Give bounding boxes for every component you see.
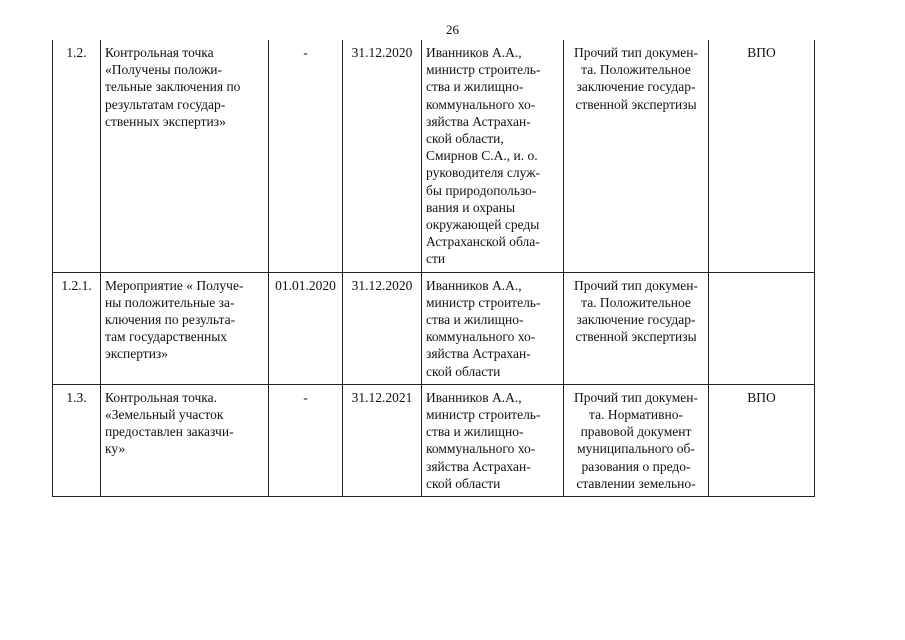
row-name: Контрольная точка «Получены положи- тельные заключения по результатам государ- ственных экспертиз» [101, 40, 269, 272]
row-start-date: - [269, 40, 343, 272]
row-number: 1.3. [53, 384, 101, 496]
row-code: ВПО [709, 40, 815, 272]
table-row [53, 272, 815, 384]
row-name: Мероприятие « Получе- ны положительные за- ключения по результа- там государственных экспертиз» [101, 272, 269, 384]
row-code: ВПО [709, 384, 815, 496]
row-responsible: Иванников А.А., министр строитель- ства и жилищно- коммунального хо- зяйства Астрахан- ской области, Смирнов С.А., и. о. руководителя служ- бы природопользо- вания и охраны окружающей среды Астраханской обла- сти [422, 40, 564, 272]
row-document-type: Прочий тип докумен- та. Нормативно- правовой документ муниципального об- разования о предо- ставлении земельно- [564, 384, 709, 496]
row-responsible: Иванников А.А., министр строитель- ства и жилищно- коммунального хо- зяйства Астрахан- ской области [422, 272, 564, 384]
row-end-date: 31.12.2021 [343, 384, 422, 496]
table-row [53, 384, 815, 496]
plan-table [52, 40, 815, 497]
row-start-date: 01.01.2020 [269, 272, 343, 384]
row-document-type: Прочий тип докумен- та. Положительное заключение государ- ственной экспертизы [564, 272, 709, 384]
row-document-type: Прочий тип докумен- та. Положительное заключение государ- ственной экспертизы [564, 40, 709, 272]
row-end-date: 31.12.2020 [343, 40, 422, 272]
row-end-date: 31.12.2020 [343, 272, 422, 384]
row-start-date: - [269, 384, 343, 496]
row-number: 1.2. [53, 40, 101, 272]
page-number: 26 [446, 22, 459, 37]
table-row [53, 40, 815, 272]
row-responsible: Иванников А.А., министр строитель- ства и жилищно- коммунального хо- зяйства Астрахан- ской области [422, 384, 564, 496]
row-number: 1.2.1. [53, 272, 101, 384]
row-name: Контрольная точка. «Земельный участок предоставлен заказчи- ку» [101, 384, 269, 496]
row-code [709, 272, 815, 384]
